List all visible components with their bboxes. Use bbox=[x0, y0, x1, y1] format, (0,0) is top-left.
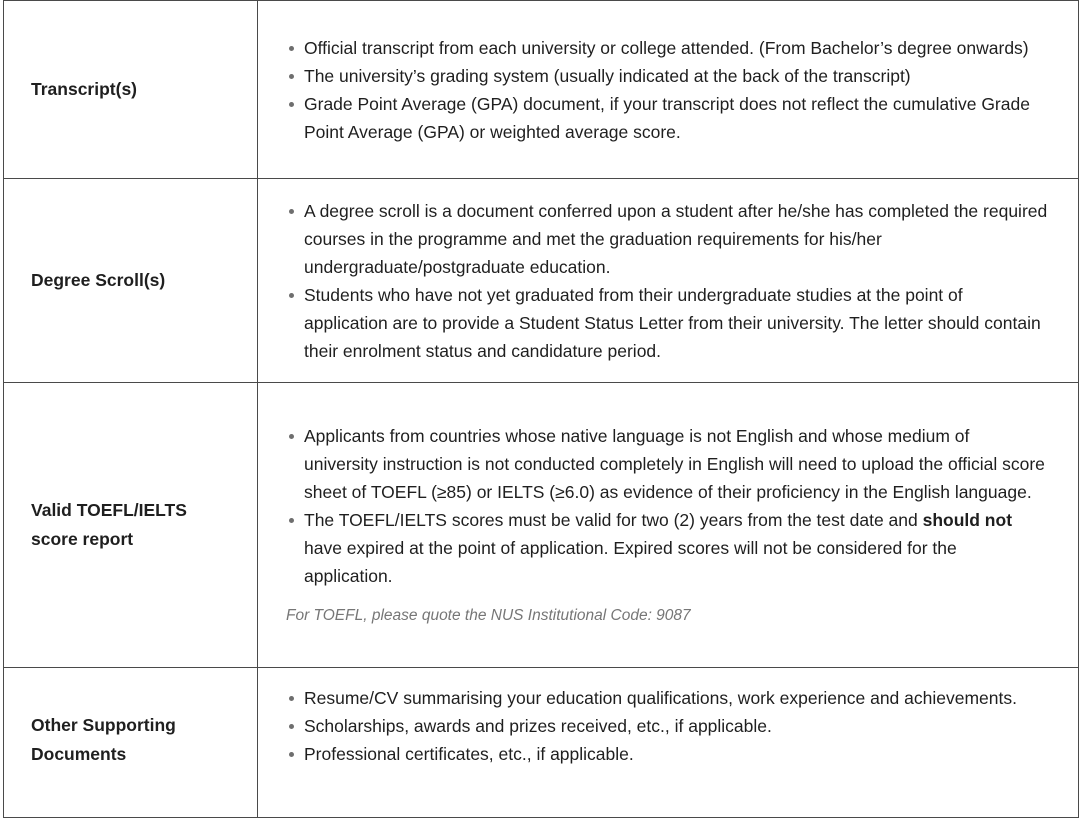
row-label: Degree Scroll(s) bbox=[4, 179, 258, 383]
emphasis-text: should not bbox=[922, 510, 1013, 530]
row-label: Transcript(s) bbox=[4, 1, 258, 179]
row-content bbox=[258, 383, 1079, 668]
list-item: Official transcript from each university or college attended. (From Bachelor’s degree onwards) bbox=[286, 34, 1048, 62]
toefl-code-note: For TOEFL, please quote the NUS Institutional Code: 9087 bbox=[286, 607, 691, 624]
requirements-table bbox=[3, 0, 1079, 818]
bullet-list bbox=[286, 422, 1048, 590]
list-item: Professional certificates, etc., if applicable. bbox=[286, 740, 1048, 768]
list-item: A degree scroll is a document conferred upon a student after he/she has completed the required courses in the programme and met the graduation requirements for his/her undergraduate/postgraduate education. bbox=[286, 197, 1048, 281]
item-text: The TOEFL/IELTS scores must be valid for two (2) years from the test date and bbox=[304, 510, 923, 530]
bullet-list bbox=[286, 197, 1048, 365]
list-item: Scholarships, awards and prizes received, etc., if applicable. bbox=[286, 712, 1048, 740]
table-row-toefl-ielts bbox=[4, 383, 1079, 668]
list-item: Grade Point Average (GPA) document, if your transcript does not reflect the cumulative Grade Point Average (GPA) or weighted average score. bbox=[286, 90, 1048, 146]
row-content bbox=[258, 1, 1079, 179]
table-row-other-documents bbox=[4, 668, 1079, 818]
list-item bbox=[286, 506, 1048, 590]
row-content bbox=[258, 668, 1079, 818]
list-item: Applicants from countries whose native language is not English and whose medium of university instruction is not conducted completely in English will need to upload the official score sheet of TOEFL (≥85) or IELTS (≥6.0) as evidence of their proficiency in the English language. bbox=[286, 422, 1048, 506]
bullet-list bbox=[286, 34, 1048, 146]
bullet-list bbox=[286, 684, 1048, 768]
row-content bbox=[258, 179, 1079, 383]
list-item: Students who have not yet graduated from their undergraduate studies at the point of application are to provide a Student Status Letter from their university. The letter should contain their enrolment status and candidature period. bbox=[286, 281, 1048, 365]
list-item: Resume/CV summarising your education qualifications, work experience and achievements. bbox=[286, 684, 1048, 712]
row-label: Other Supporting Documents bbox=[4, 668, 258, 818]
item-text: have expired at the point of application. Expired scores will not be considered for the application. bbox=[304, 538, 957, 586]
list-item: The university’s grading system (usually indicated at the back of the transcript) bbox=[286, 62, 1048, 90]
table-row-degree-scrolls bbox=[4, 179, 1079, 383]
row-label: Valid TOEFL/IELTS score report bbox=[4, 383, 258, 668]
table-row-transcripts bbox=[4, 1, 1079, 179]
